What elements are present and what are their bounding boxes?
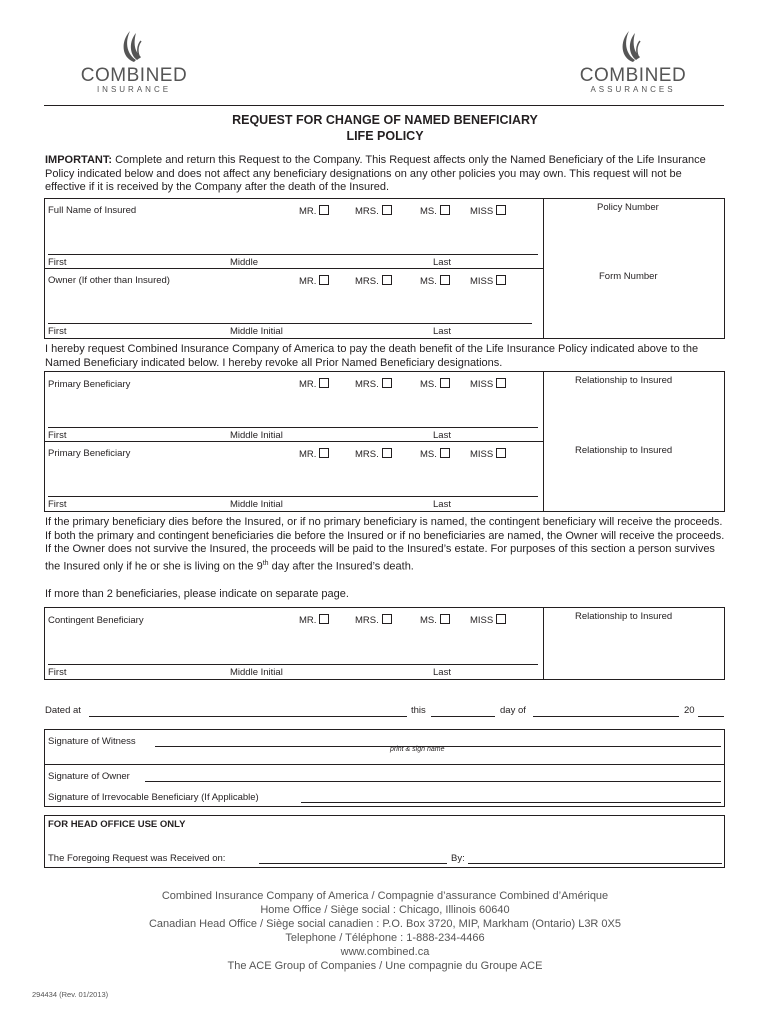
request-text: I hereby request Combined Insurance Company of America to pay the death benefit of the Life Insurance Policy indicated above to the Named Beneficiary indicated below. I hereby revoke all Prior Named Beneficiary designations. (45, 343, 699, 369)
policy-number-label: Policy Number (597, 202, 659, 213)
more-beneficiaries-note: If more than 2 beneficiaries, please indicate on separate page. (45, 588, 349, 600)
mr-label: MR. (299, 379, 317, 390)
year-label: 20 (684, 705, 695, 716)
day-field[interactable] (431, 716, 495, 717)
contingent-miss-checkbox[interactable] (496, 614, 506, 624)
logo-left-sub: INSURANCE (96, 85, 172, 94)
insured-label: Full Name of Insured (48, 205, 137, 216)
last-label: Last (433, 499, 451, 510)
primary2-mr-checkbox[interactable] (319, 448, 329, 458)
first-label: First (48, 326, 67, 337)
mrs-label: MRS. (355, 449, 379, 460)
mr-label: MR. (299, 276, 317, 287)
footer-telephone: Telephone / Téléphone : 1-888-234-4466 (285, 932, 485, 944)
owner-label: Owner (If other than Insured) (48, 275, 170, 286)
primary1-mr-checkbox[interactable] (319, 378, 329, 388)
ms-label: MS. (420, 206, 437, 217)
dated-at-label: Dated at (45, 705, 81, 716)
footer-website: www.combined.ca (340, 946, 430, 958)
contingent-explanation (45, 516, 725, 574)
footer-group: The ACE Group of Companies / Une compagnie du Groupe ACE (227, 960, 543, 972)
mrs-label: MRS. (355, 276, 379, 287)
important-notice (45, 154, 725, 195)
relationship-label: Relationship to Insured (575, 445, 673, 456)
primary1-miss-checkbox[interactable] (496, 378, 506, 388)
primary2-ms-checkbox[interactable] (440, 448, 450, 458)
primary2-name-line[interactable] (48, 496, 538, 497)
ms-label: MS. (420, 449, 437, 460)
by-label: By: (451, 853, 465, 864)
day-of-label: day of (500, 705, 526, 716)
owner-name-line[interactable] (48, 323, 532, 324)
received-on-label: The Foregoing Request was Received on: (48, 853, 226, 864)
primary1-mrs-checkbox[interactable] (382, 378, 392, 388)
owner-mrs-checkbox[interactable] (382, 275, 392, 285)
first-label: First (48, 667, 67, 678)
contingent-ms-checkbox[interactable] (440, 614, 450, 624)
insured-mr-checkbox[interactable] (319, 205, 329, 215)
last-label: Last (433, 257, 451, 268)
primary1-name-line[interactable] (48, 427, 538, 428)
last-label: Last (433, 667, 451, 678)
middle-initial-label: Middle Initial (230, 499, 283, 510)
form-subtitle: LIFE POLICY (346, 129, 424, 143)
footer-company: Combined Insurance Company of America / Compagnie d’assurance Combined d’Amérique (161, 890, 609, 902)
footer-canadian-office: Canadian Head Office / Siège social canadien : P.O. Box 3720, MIP, Markham (Ontario) L3R 0X5 (148, 918, 622, 930)
miss-label: MISS (470, 379, 494, 390)
last-label: Last (433, 326, 451, 337)
form-title: REQUEST FOR CHANGE OF NAMED BENEFICIARY (232, 113, 538, 127)
ms-label: MS. (420, 276, 437, 287)
insured-miss-checkbox[interactable] (496, 205, 506, 215)
important-label: IMPORTANT: (45, 154, 113, 166)
owner-mr-checkbox[interactable] (319, 275, 329, 285)
relationship-label: Relationship to Insured (575, 611, 673, 622)
contingent-text-after: day after the Insured’s death. (268, 560, 414, 573)
contingent-mr-checkbox[interactable] (319, 614, 329, 624)
head-office-box (44, 815, 725, 868)
mrs-label: MRS. (355, 206, 379, 217)
logo-right-name: COMBINED (579, 65, 687, 86)
contingent-beneficiary-box (44, 607, 725, 680)
witness-hint: print & sign name (390, 746, 445, 753)
middle-initial-label: Middle Initial (230, 430, 283, 441)
insured-name-line[interactable] (48, 254, 538, 255)
irrevocable-signature-label: Signature of Irrevocable Beneficiary (If Applicable) (48, 792, 259, 803)
first-label: First (48, 257, 67, 268)
signature-box (44, 729, 725, 807)
contingent-mrs-checkbox[interactable] (382, 614, 392, 624)
primary-beneficiary-box (44, 371, 725, 512)
miss-label: MISS (470, 206, 494, 217)
contingent-text-sup: th (262, 559, 269, 567)
mr-label: MR. (299, 449, 317, 460)
logo-right (563, 28, 703, 95)
insured-owner-box (44, 198, 725, 339)
primary2-mrs-checkbox[interactable] (382, 448, 392, 458)
logo-left (64, 28, 204, 95)
swoosh-icon (613, 28, 653, 64)
witness-signature-label: Signature of Witness (48, 736, 136, 747)
this-label: this (411, 705, 426, 716)
contingent-beneficiary-label: Contingent Beneficiary (48, 615, 144, 626)
miss-label: MISS (470, 615, 494, 626)
year-field[interactable] (698, 716, 724, 717)
primary1-ms-checkbox[interactable] (440, 378, 450, 388)
head-office-title: FOR HEAD OFFICE USE ONLY (48, 819, 186, 830)
logo-right-sub: ASSURANCES (590, 85, 676, 94)
important-text: Complete and return this Request to the Company. This Request affects only the Named Beneficiary of the Life Insurance Policy indicated below and does not affect any beneficiary designations on any other policies you may own. This request will not be effective if it is received by the Company after the death of the Insured. (45, 154, 706, 193)
owner-ms-checkbox[interactable] (440, 275, 450, 285)
contingent-text-before: If the primary beneficiary dies before the Insured, or if no primary beneficiary is named, the contingent beneficiary will receive the proceeds. If both the primary and contingent beneficiaries die before the Insured or if no beneficiaries are named, the Owner will receive the proceeds. If the Owner does not survive the Insured, the proceeds will be paid to the Insured’s estate. For purposes of this section a person survives the Insured only if he or she is living on the 9 (45, 516, 725, 573)
form-number-label: Form Number (599, 271, 658, 282)
month-field[interactable] (533, 716, 679, 717)
owner-signature-label: Signature of Owner (48, 771, 130, 782)
relationship-label: Relationship to Insured (575, 375, 673, 386)
dated-at-field[interactable] (89, 716, 407, 717)
irrevocable-signature-line[interactable] (301, 802, 721, 803)
mr-label: MR. (299, 206, 317, 217)
footer-home-office: Home Office / Siège social : Chicago, Illinois 60640 (260, 904, 510, 916)
primary-beneficiary-1-label: Primary Beneficiary (48, 379, 131, 390)
ms-label: MS. (420, 615, 437, 626)
insured-ms-checkbox[interactable] (440, 205, 450, 215)
middle-initial-label: Middle Initial (230, 667, 283, 678)
first-label: First (48, 499, 67, 510)
primary2-miss-checkbox[interactable] (496, 448, 506, 458)
first-label: First (48, 430, 67, 441)
owner-miss-checkbox[interactable] (496, 275, 506, 285)
contingent-name-line[interactable] (48, 664, 538, 665)
ms-label: MS. (420, 379, 437, 390)
form-id: 294434 (Rev. 01/2013) (32, 990, 109, 999)
middle-initial-label: Middle Initial (230, 326, 283, 337)
mrs-label: MRS. (355, 379, 379, 390)
insured-mrs-checkbox[interactable] (382, 205, 392, 215)
mr-label: MR. (299, 615, 317, 626)
header-divider (44, 105, 724, 106)
last-label: Last (433, 430, 451, 441)
middle-label: Middle (230, 257, 258, 268)
miss-label: MISS (470, 276, 494, 287)
swoosh-icon (114, 28, 154, 64)
owner-signature-line[interactable] (145, 781, 721, 782)
logo-left-name: COMBINED (80, 65, 188, 86)
miss-label: MISS (470, 449, 494, 460)
mrs-label: MRS. (355, 615, 379, 626)
by-field[interactable] (468, 863, 722, 864)
received-on-field[interactable] (259, 863, 447, 864)
primary-beneficiary-2-label: Primary Beneficiary (48, 448, 131, 459)
